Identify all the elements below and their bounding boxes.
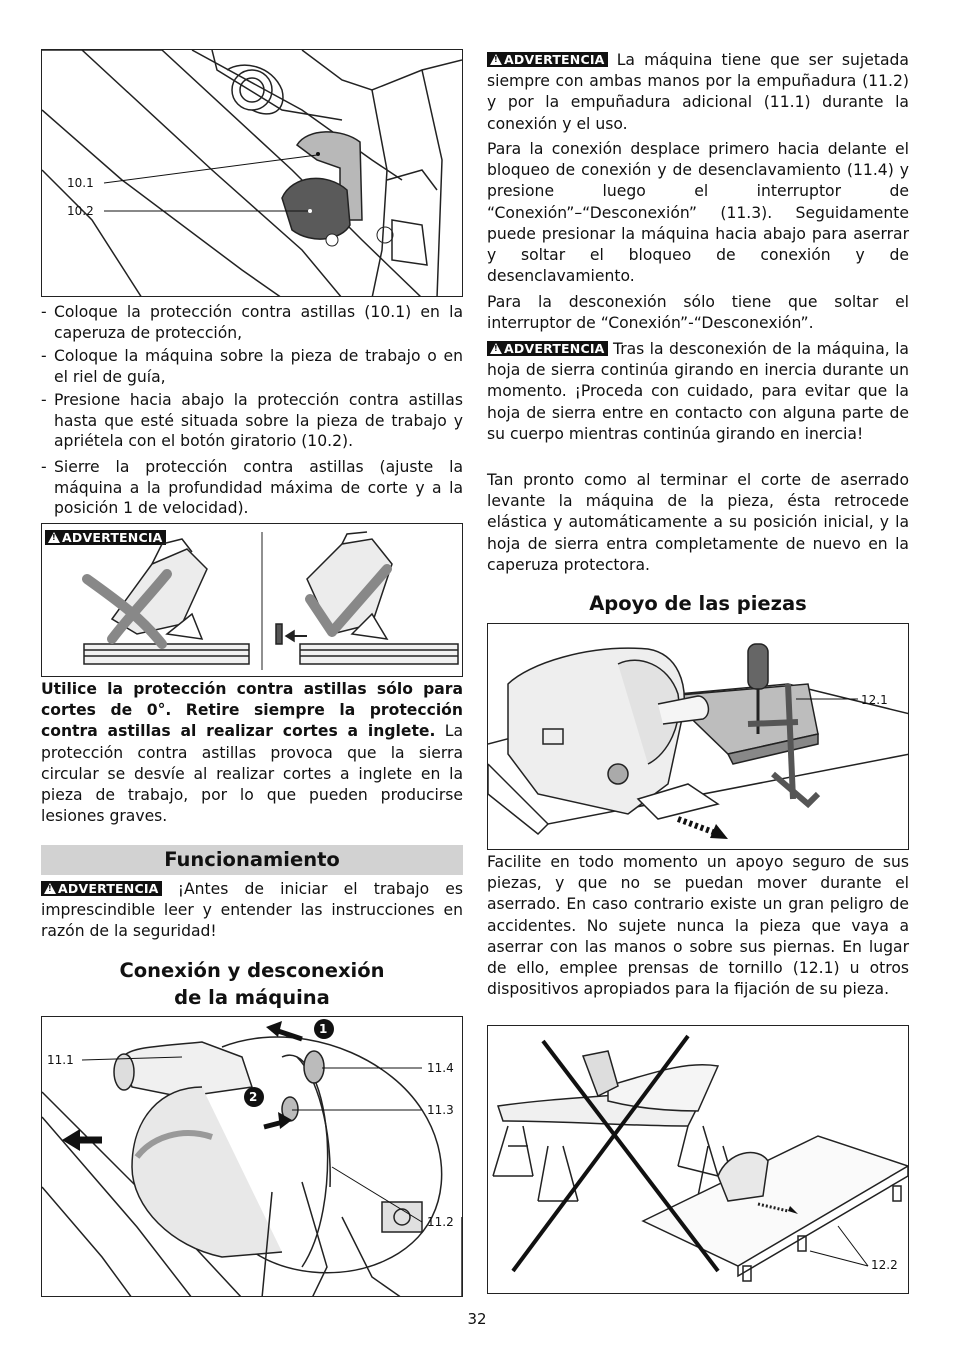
- warning-cut-illustration: [42, 524, 463, 677]
- list-item-text: Coloque la protección contra astillas (10.1) en la caperuza de protección,: [54, 303, 463, 342]
- section-title: Funcionamiento: [164, 848, 340, 871]
- paragraph-warning-hands: [487, 50, 909, 136]
- page-number: 32: [467, 1310, 487, 1328]
- subsection-title-line1: Conexión y desconexión: [119, 959, 385, 982]
- list-item-text: Presione hacia abajo la protección contra astillas hasta que esté situada sobre la pieza de trabajo y apriétela con el botón giratorio (10.2).: [54, 391, 463, 450]
- callout-10-1: 10.1: [67, 176, 94, 190]
- funcionamiento-warning: [41, 879, 463, 943]
- paragraph-text: Tras la desconexión de la máquina, la hoja de sierra continúa girando en inercia durante un momento. ¡Proceda con cuidado, para evitar que la hoja de sierra entre en contacto con alguna parte de su cuerpo mientras continúa girando en inercia!: [487, 340, 909, 443]
- warning-badge: !ADVERTENCIA: [487, 341, 608, 356]
- list-dash: -: [41, 347, 47, 365]
- splinter-guard-illustration: [42, 50, 463, 297]
- callout-11-3: 11.3: [427, 1103, 454, 1117]
- warning-paragraph-bold: Utilice la protección contra astillas sólo para cortes de 0°. Retire siempre la protección contra astillas al realizar cortes a inglete.: [41, 680, 463, 741]
- warning-badge: !ADVERTENCIA: [45, 530, 166, 545]
- step-1-marker: 1: [319, 1022, 328, 1036]
- callout-12-1: 12.1: [861, 693, 888, 707]
- list-dash: -: [41, 458, 47, 476]
- figure-clamp: [487, 623, 909, 850]
- paragraph-switch-off: Para la desconexión sólo tiene que soltar el interruptor de “Conexión”-“Desconexión”.: [487, 293, 909, 333]
- subsection-title-line2: de la máquina: [174, 986, 330, 1009]
- list-item: [41, 390, 463, 454]
- list-item: [41, 457, 463, 521]
- section-header-funcionamiento: [41, 845, 463, 875]
- paragraph-warning-coasting: [487, 339, 909, 469]
- figure-splinter-guard: [41, 49, 463, 297]
- switch-on-illustration: [42, 1017, 463, 1297]
- list-item-text: Coloque la máquina sobre la pieza de trabajo o en el riel de guía,: [54, 347, 463, 386]
- sawhorse-illustration: [488, 1026, 909, 1294]
- warning-triangle-icon: [490, 343, 502, 354]
- list-dash: -: [41, 303, 47, 321]
- figure-sawhorse: [487, 1025, 909, 1294]
- callout-11-4: 11.4: [427, 1061, 454, 1075]
- heading-workpiece-support: Apoyo de las piezas: [589, 592, 807, 615]
- subsection-title: [41, 957, 463, 1011]
- paragraph-text: La máquina tiene que ser sujetada siempre con ambas manos por la empuñadura (11.2) y por la empuñadura adicional (11.1) durante la conexión y el uso.: [487, 51, 909, 133]
- clamp-illustration: [488, 624, 909, 850]
- warning-triangle-icon: [44, 883, 56, 894]
- paragraph-retract: Tan pronto como al terminar el corte de aserrado levante la máquina de la pieza, ésta retrocede elástica y automáticamente a su posición inicial, y la hoja de sierra entra completamente de nuevo en la caperuza protectora.: [487, 471, 909, 574]
- callout-11-1: 11.1: [47, 1053, 74, 1067]
- warning-triangle-icon: [490, 54, 502, 65]
- list-item: [41, 346, 463, 388]
- callout-10-2: 10.2: [67, 204, 94, 218]
- callout-11-2: 11.2: [427, 1215, 454, 1229]
- funcionamiento-warning-text: ¡Antes de iniciar el trabajo es imprescindible leer y entender las instrucciones en razón de la seguridad!: [41, 880, 463, 941]
- callout-12-2: 12.2: [871, 1258, 898, 1272]
- warning-paragraph: [41, 679, 463, 827]
- list-dash: -: [41, 391, 47, 409]
- paragraph-workpiece-support: Facilite en todo momento un apoyo seguro de sus piezas, y que no se puedan mover durante el aserrado. En caso contrario existe un gran peligro de accidentes. No sujete nunca la pieza que vaya a aserrar con las manos o sobre sus piernas. En lugar de ello, emplee prensas de tornillo (12.1) u otros dispositivos apropiados para la fijación de su pieza.: [487, 853, 909, 999]
- warning-paragraph-rest: La protección contra astillas provoca que la sierra circular se desvíe al realizar cortes a inglete en la pieza de trabajo, por lo que pueden producirse lesiones graves.: [41, 722, 464, 826]
- paragraph-switch-on: Para la conexión desplace primero hacia delante el bloqueo de conexión y de desenclavamiento (11.4) y presione luego el interruptor de “Conexión”–“Desconexión” (11.3). Seguidamente puede presionar la máquina hacia abajo para aserrar y soltar el bloqueo de conexión y de desenclavamiento.: [487, 140, 909, 286]
- warning-badge: !ADVERTENCIA: [487, 52, 608, 67]
- warning-badge: !ADVERTENCIA: [41, 881, 162, 896]
- step-2-marker: 2: [249, 1090, 258, 1104]
- figure-warning-cut: [41, 523, 463, 677]
- list-item: [41, 302, 463, 344]
- figure-switch-on: [41, 1016, 463, 1297]
- list-item-text: Sierre la protección contra astillas (ajuste la máquina a la profundidad máxima de corte y a la posición 1 de velocidad).: [54, 458, 463, 517]
